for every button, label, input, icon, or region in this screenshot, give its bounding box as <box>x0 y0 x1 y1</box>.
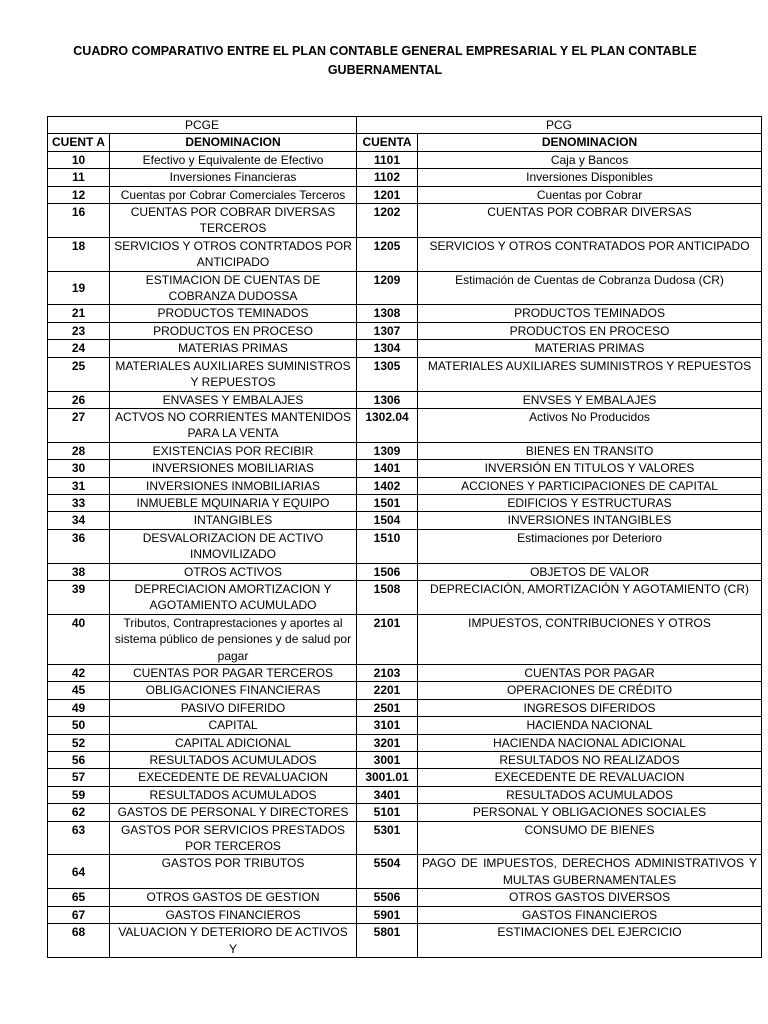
pcg-account-code: 5901 <box>357 906 418 923</box>
pcg-account-code: 5506 <box>357 889 418 906</box>
table-row <box>48 494 762 511</box>
table-row <box>48 924 762 958</box>
pcg-account-code: 1504 <box>357 512 418 529</box>
pcge-account-name: GASTOS POR TRIBUTOS <box>110 855 357 889</box>
pcg-account-code: 1402 <box>357 477 418 494</box>
pcg-account-code: 2103 <box>357 665 418 682</box>
pcge-account-code: 27 <box>48 408 110 442</box>
pcg-account-name: CUENTAS POR PAGAR <box>418 665 762 682</box>
pcg-account-name: Cuentas por Cobrar <box>418 186 762 203</box>
pcge-account-name: ENVASES Y EMBALAJES <box>110 391 357 408</box>
pcge-account-code: 11 <box>48 169 110 186</box>
pcge-account-name: OTROS GASTOS DE GESTION <box>110 889 357 906</box>
table-row <box>48 460 762 477</box>
pcge-account-code: 63 <box>48 821 110 855</box>
header-pcge: PCGE <box>48 117 357 134</box>
pcge-account-name: INMUEBLE MQUINARIA Y EQUIPO <box>110 494 357 511</box>
table-row <box>48 682 762 699</box>
pcge-account-code: 65 <box>48 889 110 906</box>
table-row <box>48 769 762 786</box>
pcge-account-name: PASIVO DIFERIDO <box>110 699 357 716</box>
pcg-account-name: GASTOS FINANCIEROS <box>418 906 762 923</box>
pcge-account-name: INVERSIONES INMOBILIARIAS <box>110 477 357 494</box>
pcg-account-name: PERSONAL Y OBLIGACIONES SOCIALES <box>418 804 762 821</box>
pcge-account-code: 57 <box>48 769 110 786</box>
pcg-account-code: 1510 <box>357 529 418 563</box>
pcg-account-name: RESULTADOS ACUMULADOS <box>418 786 762 803</box>
table-row <box>48 340 762 357</box>
table-row <box>48 665 762 682</box>
pcge-account-code: 12 <box>48 186 110 203</box>
pcge-account-code: 25 <box>48 357 110 391</box>
pcg-account-name: MATERIAS PRIMAS <box>418 340 762 357</box>
table-row <box>48 204 762 238</box>
pcge-account-name: ESTIMACION DE CUENTAS DE COBRANZA DUDOSSA <box>110 271 357 305</box>
pcge-account-name: RESULTADOS ACUMULADOS <box>110 786 357 803</box>
table-row <box>48 752 762 769</box>
pcg-account-name: DEPRECIACIÓN, AMORTIZACIÓN Y AGOTAMIENTO (CR) <box>418 580 762 614</box>
table-row <box>48 855 762 889</box>
pcge-account-code: 62 <box>48 804 110 821</box>
pcg-account-code: 2501 <box>357 699 418 716</box>
pcg-account-name: SERVICIOS Y OTROS CONTRATADOS POR ANTICIPADO <box>418 237 762 271</box>
table-row <box>48 889 762 906</box>
pcge-account-code: 16 <box>48 204 110 238</box>
pcge-account-name: Efectivo y Equivalente de Efectivo <box>110 151 357 168</box>
pcg-account-name: CUENTAS POR COBRAR DIVERSAS <box>418 204 762 238</box>
table-body <box>48 151 762 957</box>
pcge-account-code: 56 <box>48 752 110 769</box>
pcge-account-code: 36 <box>48 529 110 563</box>
pcge-account-code: 10 <box>48 151 110 168</box>
pcg-account-name: HACIENDA NACIONAL <box>418 717 762 734</box>
pcge-account-code: 18 <box>48 237 110 271</box>
pcge-account-name: MATERIALES AUXILIARES SUMINISTROS Y REPUESTOS <box>110 357 357 391</box>
pcg-account-name: PRODUCTOS TEMINADOS <box>418 305 762 322</box>
pcg-account-name: Caja y Bancos <box>418 151 762 168</box>
group-header-row <box>48 117 762 134</box>
table-row <box>48 408 762 442</box>
table-row <box>48 614 762 664</box>
pcg-account-code: 1102 <box>357 169 418 186</box>
table-row <box>48 477 762 494</box>
pcge-account-code: 42 <box>48 665 110 682</box>
table-row <box>48 442 762 459</box>
table-row <box>48 804 762 821</box>
pcg-account-code: 1304 <box>357 340 418 357</box>
pcg-account-code: 3001 <box>357 752 418 769</box>
pcg-account-name: Estimación de Cuentas de Cobranza Dudosa (CR) <box>418 271 762 305</box>
pcg-account-code: 1205 <box>357 237 418 271</box>
pcg-account-code: 3001.01 <box>357 769 418 786</box>
pcge-account-name: SERVICIOS Y OTROS CONTRTADOS POR ANTICIPADO <box>110 237 357 271</box>
pcg-account-code: 1202 <box>357 204 418 238</box>
pcge-account-name: Inversiones Financieras <box>110 169 357 186</box>
pcge-account-code: 68 <box>48 924 110 958</box>
table-row <box>48 391 762 408</box>
pcg-account-name: HACIENDA NACIONAL ADICIONAL <box>418 734 762 751</box>
pcg-account-code: 1309 <box>357 442 418 459</box>
table-row <box>48 717 762 734</box>
table-row <box>48 786 762 803</box>
pcg-account-code: 2101 <box>357 614 418 664</box>
pcg-account-code: 1209 <box>357 271 418 305</box>
table-row <box>48 305 762 322</box>
header-right-code: CUENTA <box>357 134 418 151</box>
table-row <box>48 906 762 923</box>
column-header-row <box>48 134 762 151</box>
pcge-account-name: PRODUCTOS EN PROCESO <box>110 322 357 339</box>
pcg-account-name: IMPUESTOS, CONTRIBUCIONES Y OTROS <box>418 614 762 664</box>
pcg-account-code: 5101 <box>357 804 418 821</box>
header-left-code: CUENT A <box>48 134 110 151</box>
pcge-account-code: 52 <box>48 734 110 751</box>
pcge-account-name: VALUACION Y DETERIORO DE ACTIVOS Y <box>110 924 357 958</box>
pcg-account-code: 1308 <box>357 305 418 322</box>
pcg-account-name: ACCIONES Y PARTICIPACIONES DE CAPITAL <box>418 477 762 494</box>
pcge-account-code: 49 <box>48 699 110 716</box>
pcg-account-name: Inversiones Disponibles <box>418 169 762 186</box>
table-row <box>48 529 762 563</box>
comparison-table <box>47 116 762 958</box>
pcg-account-name: ENVSES Y EMBALAJES <box>418 391 762 408</box>
pcge-account-code: 24 <box>48 340 110 357</box>
header-right-name: DENOMINACION <box>418 134 762 151</box>
pcg-account-code: 2201 <box>357 682 418 699</box>
pcge-account-name: DEPRECIACION AMORTIZACION Y AGOTAMIENTO ACUMULADO <box>110 580 357 614</box>
pcge-account-name: EXISTENCIAS POR RECIBIR <box>110 442 357 459</box>
pcg-account-name: ESTIMACIONES DEL EJERCICIO <box>418 924 762 958</box>
pcg-account-code: 1307 <box>357 322 418 339</box>
pcge-account-name: Cuentas por Cobrar Comerciales Terceros <box>110 186 357 203</box>
pcg-account-name: RESULTADOS NO REALIZADOS <box>418 752 762 769</box>
pcg-account-code: 3101 <box>357 717 418 734</box>
pcge-account-code: 38 <box>48 563 110 580</box>
pcge-account-code: 50 <box>48 717 110 734</box>
pcge-account-name: DESVALORIZACION DE ACTIVO INMOVILIZADO <box>110 529 357 563</box>
document-title: CUADRO COMPARATIVO ENTRE EL PLAN CONTABLE GENERAL EMPRESARIAL Y EL PLAN CONTABLE GUBERNAMENTAL <box>73 44 697 77</box>
pcg-account-code: 1201 <box>357 186 418 203</box>
pcg-account-code: 1305 <box>357 357 418 391</box>
pcg-account-name: INGRESOS DIFERIDOS <box>418 699 762 716</box>
pcg-account-code: 5301 <box>357 821 418 855</box>
pcge-account-name: Tributos, Contraprestaciones y aportes al sistema público de pensiones y de salud por pagar <box>110 614 357 664</box>
pcge-account-name: GASTOS DE PERSONAL Y DIRECTORES <box>110 804 357 821</box>
pcg-account-code: 1508 <box>357 580 418 614</box>
pcg-account-code: 5801 <box>357 924 418 958</box>
pcg-account-code: 1401 <box>357 460 418 477</box>
table-row <box>48 580 762 614</box>
pcge-account-code: 26 <box>48 391 110 408</box>
table-row <box>48 357 762 391</box>
pcg-account-name: OPERACIONES DE CRÉDITO <box>418 682 762 699</box>
header-pcg: PCG <box>357 117 762 134</box>
pcg-account-name: EDIFICIOS Y ESTRUCTURAS <box>418 494 762 511</box>
pcg-account-name: Activos No Producidos <box>418 408 762 442</box>
table-row <box>48 699 762 716</box>
pcg-account-name: PAGO DE IMPUESTOS, DERECHOS ADMINISTRATIVOS Y MULTAS GUBERNAMENTALES <box>418 855 762 889</box>
pcg-account-code: 1506 <box>357 563 418 580</box>
pcge-account-name: EXECEDENTE DE REVALUACION <box>110 769 357 786</box>
table-row <box>48 237 762 271</box>
pcge-account-name: RESULTADOS ACUMULADOS <box>110 752 357 769</box>
pcge-account-code: 23 <box>48 322 110 339</box>
pcg-account-name: OTROS GASTOS DIVERSOS <box>418 889 762 906</box>
pcge-account-name: MATERIAS PRIMAS <box>110 340 357 357</box>
pcge-account-code: 33 <box>48 494 110 511</box>
pcg-account-code: 3201 <box>357 734 418 751</box>
pcge-account-code: 30 <box>48 460 110 477</box>
pcge-account-name: PRODUCTOS TEMINADOS <box>110 305 357 322</box>
pcg-account-name: MATERIALES AUXILIARES SUMINISTROS Y REPUESTOS <box>418 357 762 391</box>
table-row <box>48 512 762 529</box>
pcg-account-code: 1501 <box>357 494 418 511</box>
table-row <box>48 186 762 203</box>
pcg-account-name: INVERSIÓN EN TITULOS Y VALORES <box>418 460 762 477</box>
pcg-account-code: 1306 <box>357 391 418 408</box>
table-row <box>48 322 762 339</box>
pcge-account-name: CUENTAS POR COBRAR DIVERSAS TERCEROS <box>110 204 357 238</box>
pcg-account-name: EXECEDENTE DE REVALUACION <box>418 769 762 786</box>
pcge-account-name: INTANGIBLES <box>110 512 357 529</box>
pcge-account-code: 67 <box>48 906 110 923</box>
pcge-account-name: OTROS ACTIVOS <box>110 563 357 580</box>
pcge-account-name: INVERSIONES MOBILIARIAS <box>110 460 357 477</box>
pcge-account-code: 31 <box>48 477 110 494</box>
pcg-account-name: PRODUCTOS EN PROCESO <box>418 322 762 339</box>
pcg-account-name: BIENES EN TRANSITO <box>418 442 762 459</box>
pcge-account-name: CUENTAS POR PAGAR TERCEROS <box>110 665 357 682</box>
header-left-name: DENOMINACION <box>110 134 357 151</box>
pcg-account-code: 1302.04 <box>357 408 418 442</box>
pcge-account-code: 59 <box>48 786 110 803</box>
table-row <box>48 821 762 855</box>
table-row <box>48 271 762 305</box>
pcg-account-name: Estimaciones por Deterioro <box>418 529 762 563</box>
pcge-account-name: OBLIGACIONES FINANCIERAS <box>110 682 357 699</box>
pcge-account-name: CAPITAL <box>110 717 357 734</box>
pcg-account-name: OBJETOS DE VALOR <box>418 563 762 580</box>
pcge-account-code: 40 <box>48 614 110 664</box>
pcge-account-name: CAPITAL ADICIONAL <box>110 734 357 751</box>
table-row <box>48 169 762 186</box>
pcge-account-code: 21 <box>48 305 110 322</box>
pcge-account-code: 39 <box>48 580 110 614</box>
pcge-account-name: GASTOS FINANCIEROS <box>110 906 357 923</box>
pcg-account-name: CONSUMO DE BIENES <box>418 821 762 855</box>
pcg-account-code: 3401 <box>357 786 418 803</box>
pcg-account-code: 5504 <box>357 855 418 889</box>
pcge-account-code: 28 <box>48 442 110 459</box>
pcge-account-code: 64 <box>48 855 110 889</box>
table-row <box>48 563 762 580</box>
pcge-account-name: GASTOS POR SERVICIOS PRESTADOS POR TERCEROS <box>110 821 357 855</box>
pcg-account-name: INVERSIONES INTANGIBLES <box>418 512 762 529</box>
table-row <box>48 734 762 751</box>
pcge-account-name: ACTVOS NO CORRIENTES MANTENIDOS PARA LA VENTA <box>110 408 357 442</box>
pcge-account-code: 45 <box>48 682 110 699</box>
table-row <box>48 151 762 168</box>
pcge-account-code: 19 <box>48 271 110 305</box>
pcge-account-code: 34 <box>48 512 110 529</box>
pcg-account-code: 1101 <box>357 151 418 168</box>
